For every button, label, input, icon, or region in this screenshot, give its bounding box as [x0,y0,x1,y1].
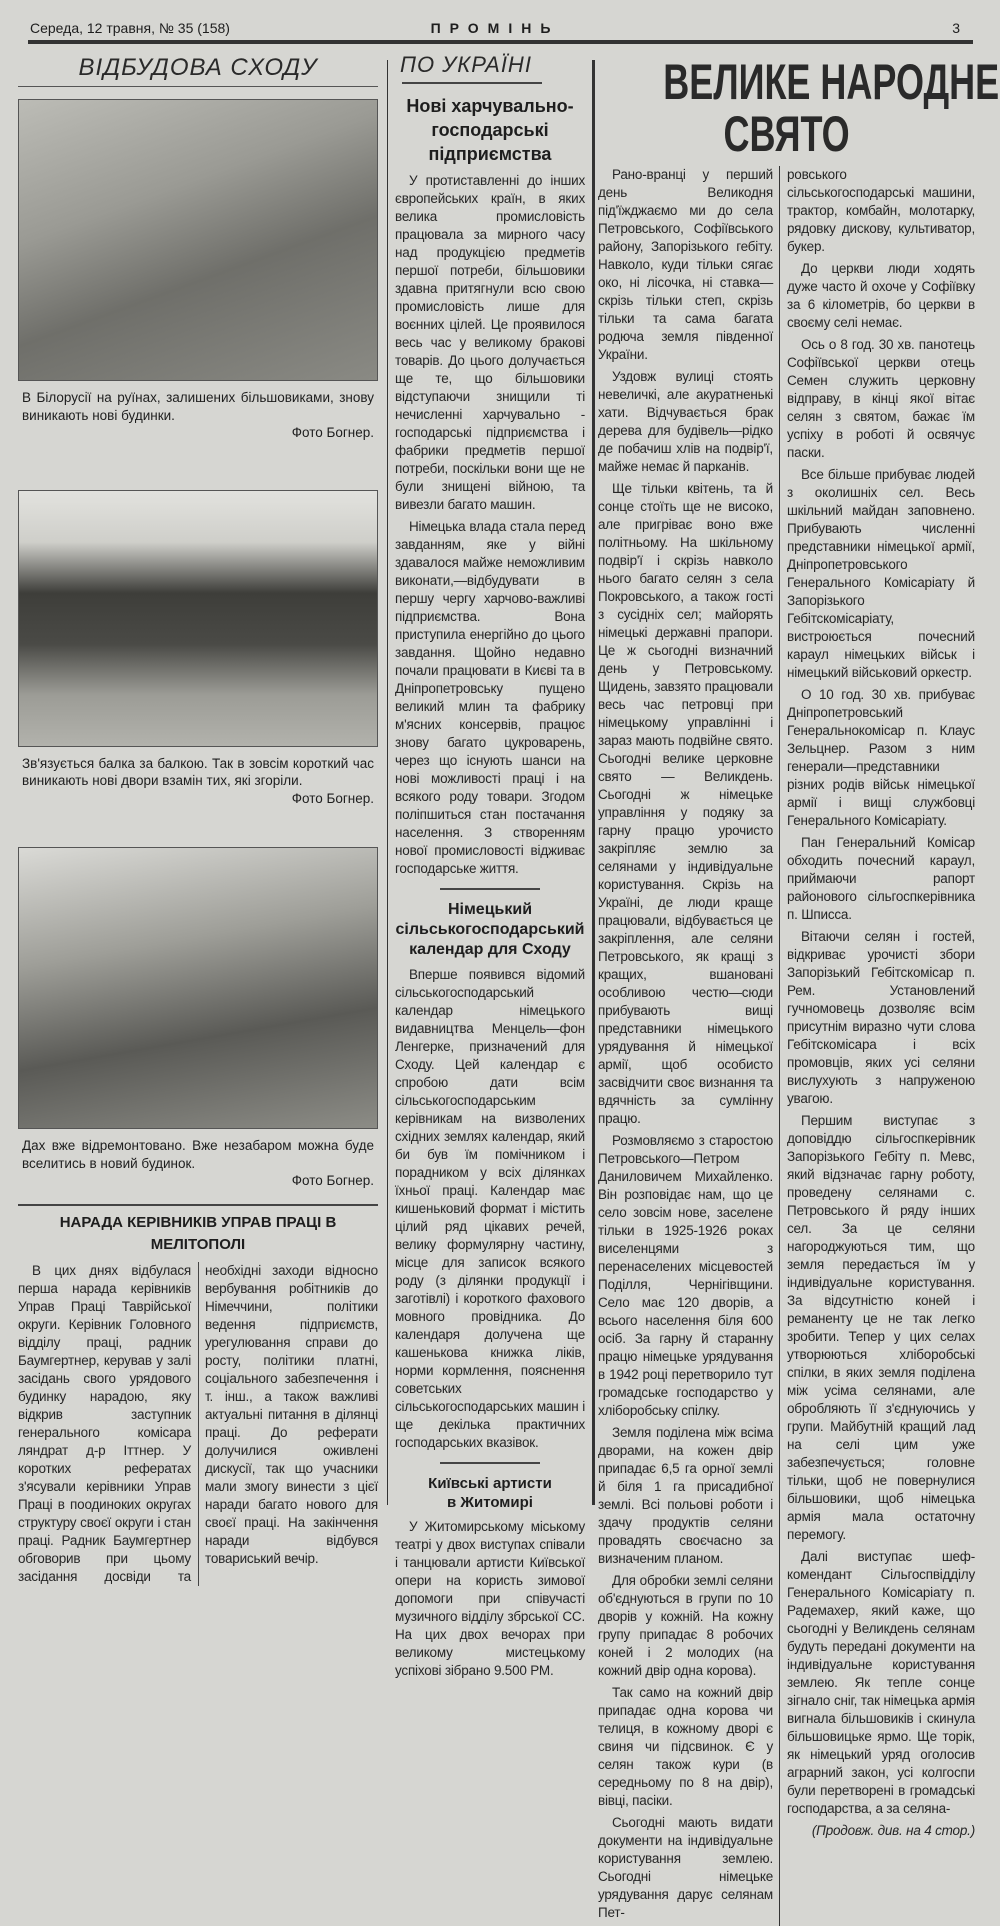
divider [18,1204,378,1206]
paragraph: Все більше прибуває людей з околишніх сел. Весь шкільний майдан заповнено. Прибувають численні представники німецької армії, Дніпропетровського Генерального Комісаріату й Запорізького Гебітскомісаріату, вистроюється почесний караул німецьких військ і німецький військовий оркестр. [787,467,975,680]
left-column [18,52,378,1586]
paragraph: Так само на кожний двір припадає одна корова чи телиця, в кожному дворі є свиня чи підсвинок. Є у селян також кури (в середньому по 8 на двір), вівці, пасіки. [598,1685,773,1808]
article-title: Німецький сільськогосподарський календар для Сходу [395,901,585,958]
ukraine-column [395,52,585,1684]
column-rule [387,60,388,1505]
caption-text: Дах вже відремонтовано. Вже незабаром можна буде вселитись в новий будинок. [22,1138,374,1171]
paragraph: Пан Генеральний Комісар обходить почесний караул, приймаючи рапорт районового сільгоспкерівника п. Шписса. [787,835,975,922]
main-article-title [598,54,1000,162]
masthead-rule [28,40,973,44]
paragraph: О 10 год. 30 хв. прибуває Дніпропетровський Генеральнокомісар п. Клаус Зельцнер. Разом з ним генерали—представники різних родів військ німецької армії і вищі службовці Генерального Комісаріату. [787,687,975,828]
paragraph: Земля поділена між всіма дворами, на кожен двір припадає 6,5 га орної землі й біля 1 га присадибної землі. Всі польові роботи і здачу продуктів селяни провадять своєчасно за визначеним планом. [598,1425,773,1566]
photo-caption [22,1137,374,1190]
article-title-meeting: НАРАДА КЕРІВНИКІВ УПРАВ ПРАЦІ В МЕЛІТОПОЛІ [59,1213,337,1253]
article-title: Нові харчувально-господарські підприємства [406,96,574,164]
paragraph: Уздовж вулиці стоять невеличкі, але акуратненькі хати. Відчувається брак дерева для будівель—рідко де побачиш хлів на подвір'ї, майже немає й парканів. [598,369,773,474]
paragraph: Для обробки землі селяни об'єднуються в групи по 10 дворів у кожній. На кожну групу припадає 8 робочих коней і 2 молодих (на кожний двір одна корова). [598,1573,773,1678]
divider [440,1462,540,1464]
paragraph: Німецька влада стала перед завданням, яке у війні здавалося майже неможливим виконати,—відбудувати в першу чергу харчово-важливі підприємства. Вона приступила енергійно до цього завдання. Щойно недавно почали працювати в Києві та в Дніпропетровську пущено великий млин та фабрику м'ясних консервів, працює знову багато цукроварень, через що існують шанси на нові можливості праці і на всякого роду товари. Згодом поліпшиться стан постачання населення. З створенням нової промисловості відживає господарське життя. [395,519,585,876]
main-article-column-2 [780,166,975,1926]
paragraph: До церкви люди ходять дуже часто й охоче у Софіївку за 6 кілометрів, бо церкви в своєму селі немає. [787,261,975,330]
paragraph: Сьогодні мають видати документи на індивідуальне користування землею. Сьогодні німецьке урядування дарує селянам Пет- [598,1815,773,1920]
photo-credit: Фото Богнер. [291,790,374,806]
section-heading-ukraine: ПО УКРАЇНІ [400,52,532,77]
caption-text: В Білорусії на руїнах, залишених більшовиками, знову виникають нові будинки. [22,390,374,423]
paragraph: Ось о 8 год. 30 хв. панотець Софіївської церкви отець Семен служить церковну відправу, в кінці якої вітає селян з святом, бажає їм успіху в роботі й освячує паски. [787,337,975,460]
title-line: ВЕЛИКЕ НАРОДНЕ [663,54,1000,110]
photo-ruins-rebuilding [18,99,378,381]
paragraph: В цих днях відбулася перша нарада керівників Управ Праці Таврійської округи. Керівник Головного відділу праці, радник Баумгертнер, керував у залі засідань свого урядового будинку нарадою, яку відкрив заступник генерального комісара ляндрат д-р Іттнер. У коротких рефератах з'ясували керівники Управ Праці в поодиноких округах структуру своєї округи і стан праці. Радник Баумгертнер обговорив при цьому засідання досвіди та необхідні заходи відносно вербування робітників до Німеччини, політики ведення підприємств, урегулювання справи до росту, політики платні, соціального забезпечення і т. інш., а також важливі актуальні питання в ділянці праці. До реферати долучилися оживлені дискусії, так що учасники мали змогу винести з цієї наради багато нового для своєї праці. На закінчення наради відбувся товариський вечір. [18,1262,378,1584]
article-body-meeting [18,1262,378,1586]
section-heading-reconstruction: ВІДБУДОВА СХОДУ [78,54,318,81]
divider [402,82,542,84]
photo-forest-house [18,490,378,747]
section-rule [18,86,378,87]
paragraph: Ще тільки квітень, та й сонце стоїть ще не високо, але пригріває воно вже політньому. На шкільному подвір'ї і скрізь навколо нього багато селян з села Покровського, а також гості з сусідніх сел; майорять німецькі державні прапори. Це ж сьогодні визначний день у Петровському. Щидень, завзято працювали весь час петровці при німецькому управлінні і зараз мають подвійне свято. Сьогодні велике церковне свято — Великдень. Сьогодні ж німецьке управління у подяку за гарну працю урочисто закріпляє землю за селянами у індивідуальне користування. Скрізь на Україні, де люди краще працювали, відбувається це закріплення, але селяни Петровського, як кращі з кращих, вшановані особливою честю—сюди прибувають вищі представники німецького урядування й німецької армії, щоб особисто засвідчити своє визнання та вдячність за сумлінну працю. [598,481,773,1126]
page-number: 3 [952,20,960,36]
photo-caption [22,755,374,808]
article-agri-calendar [395,900,585,1452]
divider [440,888,540,890]
paragraph: Вперше появився відомий сільськогосподарський календар німецького видавництва Менцель—фон Ленгерке, призначений для Сходу. Цей календар є спробою дати всім сільськогосподарським керівникам на визволених східних землях календар, який би був їм помічником і порадником у всіх ділянках їхньої праці. Календар має кишеньковий формат і містить цілий ряд цікавих речей, велику формулярну частину, місце для записок всякого роду (з ділянки продукції і заготівлі) і короткого фахового мовного провідника. До календаря долучена ще кашенькова книжка ліків, норми кормлення, пояснення советських сільськогосподарських машин і ще декілька практичних господарських вказівок. [395,967,585,1450]
paragraph: Вітаючи селян і гостей, відкриває урочисті збори Запорізький Гебітскомісар п. Рем. Установлений гучномовець дозволяє всім присутнім виразно чути слова Гебітскомісара і всіх промовців, яких усі селяни вислухують з напруженою увагою. [787,929,975,1106]
paragraph: Далі виступає шеф-комендант Сільгоспвідділу Генерального Комісаріату п. Радемахер, який каже, що сьогодні у Великдень селянам будуть передані документи на індивідуальне користування землею. Як тепле сонце зігнало сніг, так німецька армія вигнала більшовиків і скинула більшовицьке ярмо. Ще торік, як німецький уряд оголосив аграрний закон, усі колгоспи були перетворені в громадські господарства, а за селяна- [787,1549,975,1816]
paragraph: Першим виступає з доповіддю сільгоспкерівник Запорізького Гебіту п. Мевс, який відзначає гарну роботу, проведену селянами с. Петровського й ряду інших сел. За це селяни нагороджуються тим, що земля передається їм у індивідуальне користування. За відсутністю коней і реманенту це не так легко зробити. Тепер у цих селах утворюються хліборобські спілки, в яких земля поділена між усіма селянами, але обробляють її з'єднуючись у групи. Майбутній кращий лад на селі цим уже забезпечується; головне тільки, щоб не повернулися більшовики, щоб німецька армія мала остаточну перемогу. [787,1113,975,1542]
photo-caption [22,389,374,442]
paragraph: ровського сільськогосподарські машини, трактор, комбайн, молотарку, рядовку дискову, культиватор, букер. [787,167,975,254]
main-article-column-1 [598,166,780,1926]
paragraph: Рано-вранці у перший день Великодня під'їжджаємо ми до села Петровського, Софіївського району, Запорізького гебіту. Навколо, куди тільки сягає око, ні лісочка, ні ставка—скрізь тільки степ, скрізь тільки та сама багата родюча земля південної України. [598,167,773,362]
caption-text: Зв'язується балка за балкою. Так в зовсім короткий час виникають нові двори взамін тих, які згоріли. [22,755,374,788]
masthead [30,20,960,42]
column-rule [592,60,595,1505]
photo-credit: Фото Богнер. [291,425,374,440]
article-food-enterprises [395,94,585,878]
paragraph: У Житомирському міському театрі у двох виступах співали і танцювали артисти Київської опери на користь зимової допомоги при співучасті музичного відділу збрської СС. На цих двох вечорах при великому мистецькому успіхові зібрано 9.500 РМ. [395,1519,585,1678]
article-kyiv-artists [395,1474,585,1680]
photo-roof-repair [18,847,378,1129]
main-article [598,54,1000,1926]
paragraph: У протиставленні до інших європейських країн, в яких велика промисловість працювала за мирного часу над продукцією предметів першої потреби, більшовики здавна притягнули всю свою промисловість лише для воєнних цілей. Це проявилося весь час у великому бракові товарів. До цього долучається ще те, що більшовики відступаючи знищили ті нечисленні харчувально - господарські підприємства і фабрики предметів першої потреби, поскільки вони ще не були знищені війною, та вивезли багато машин. [395,173,585,512]
photo-credit: Фото Богнер. [291,1173,374,1188]
issue-date: Середа, 12 травня, № 35 (158) [30,20,230,36]
newspaper-title: ПРОМІНЬ [430,20,560,36]
title-line: СВЯТО [723,106,850,162]
continuation-note: (Продовж. див. на 4 стор.) [811,1823,975,1838]
paragraph: Розмовляємо з старостою Петровського—Петром Даниловичем Михайленко. Він розповідає нам, що це село зовсім нове, заселене тільки в 1925-1926 роках виселенцями з перенаселених місцевостей Поділля, Чернігівщини. Село має 120 дворів, а всього населення біля 600 осіб. За гарну й старанну працю німецьке урядування в 1942 році перетворило тут громадське господарство у хліборобську спілку. [598,1133,773,1418]
article-title: Київські артисти в Житомирі [428,1475,552,1511]
